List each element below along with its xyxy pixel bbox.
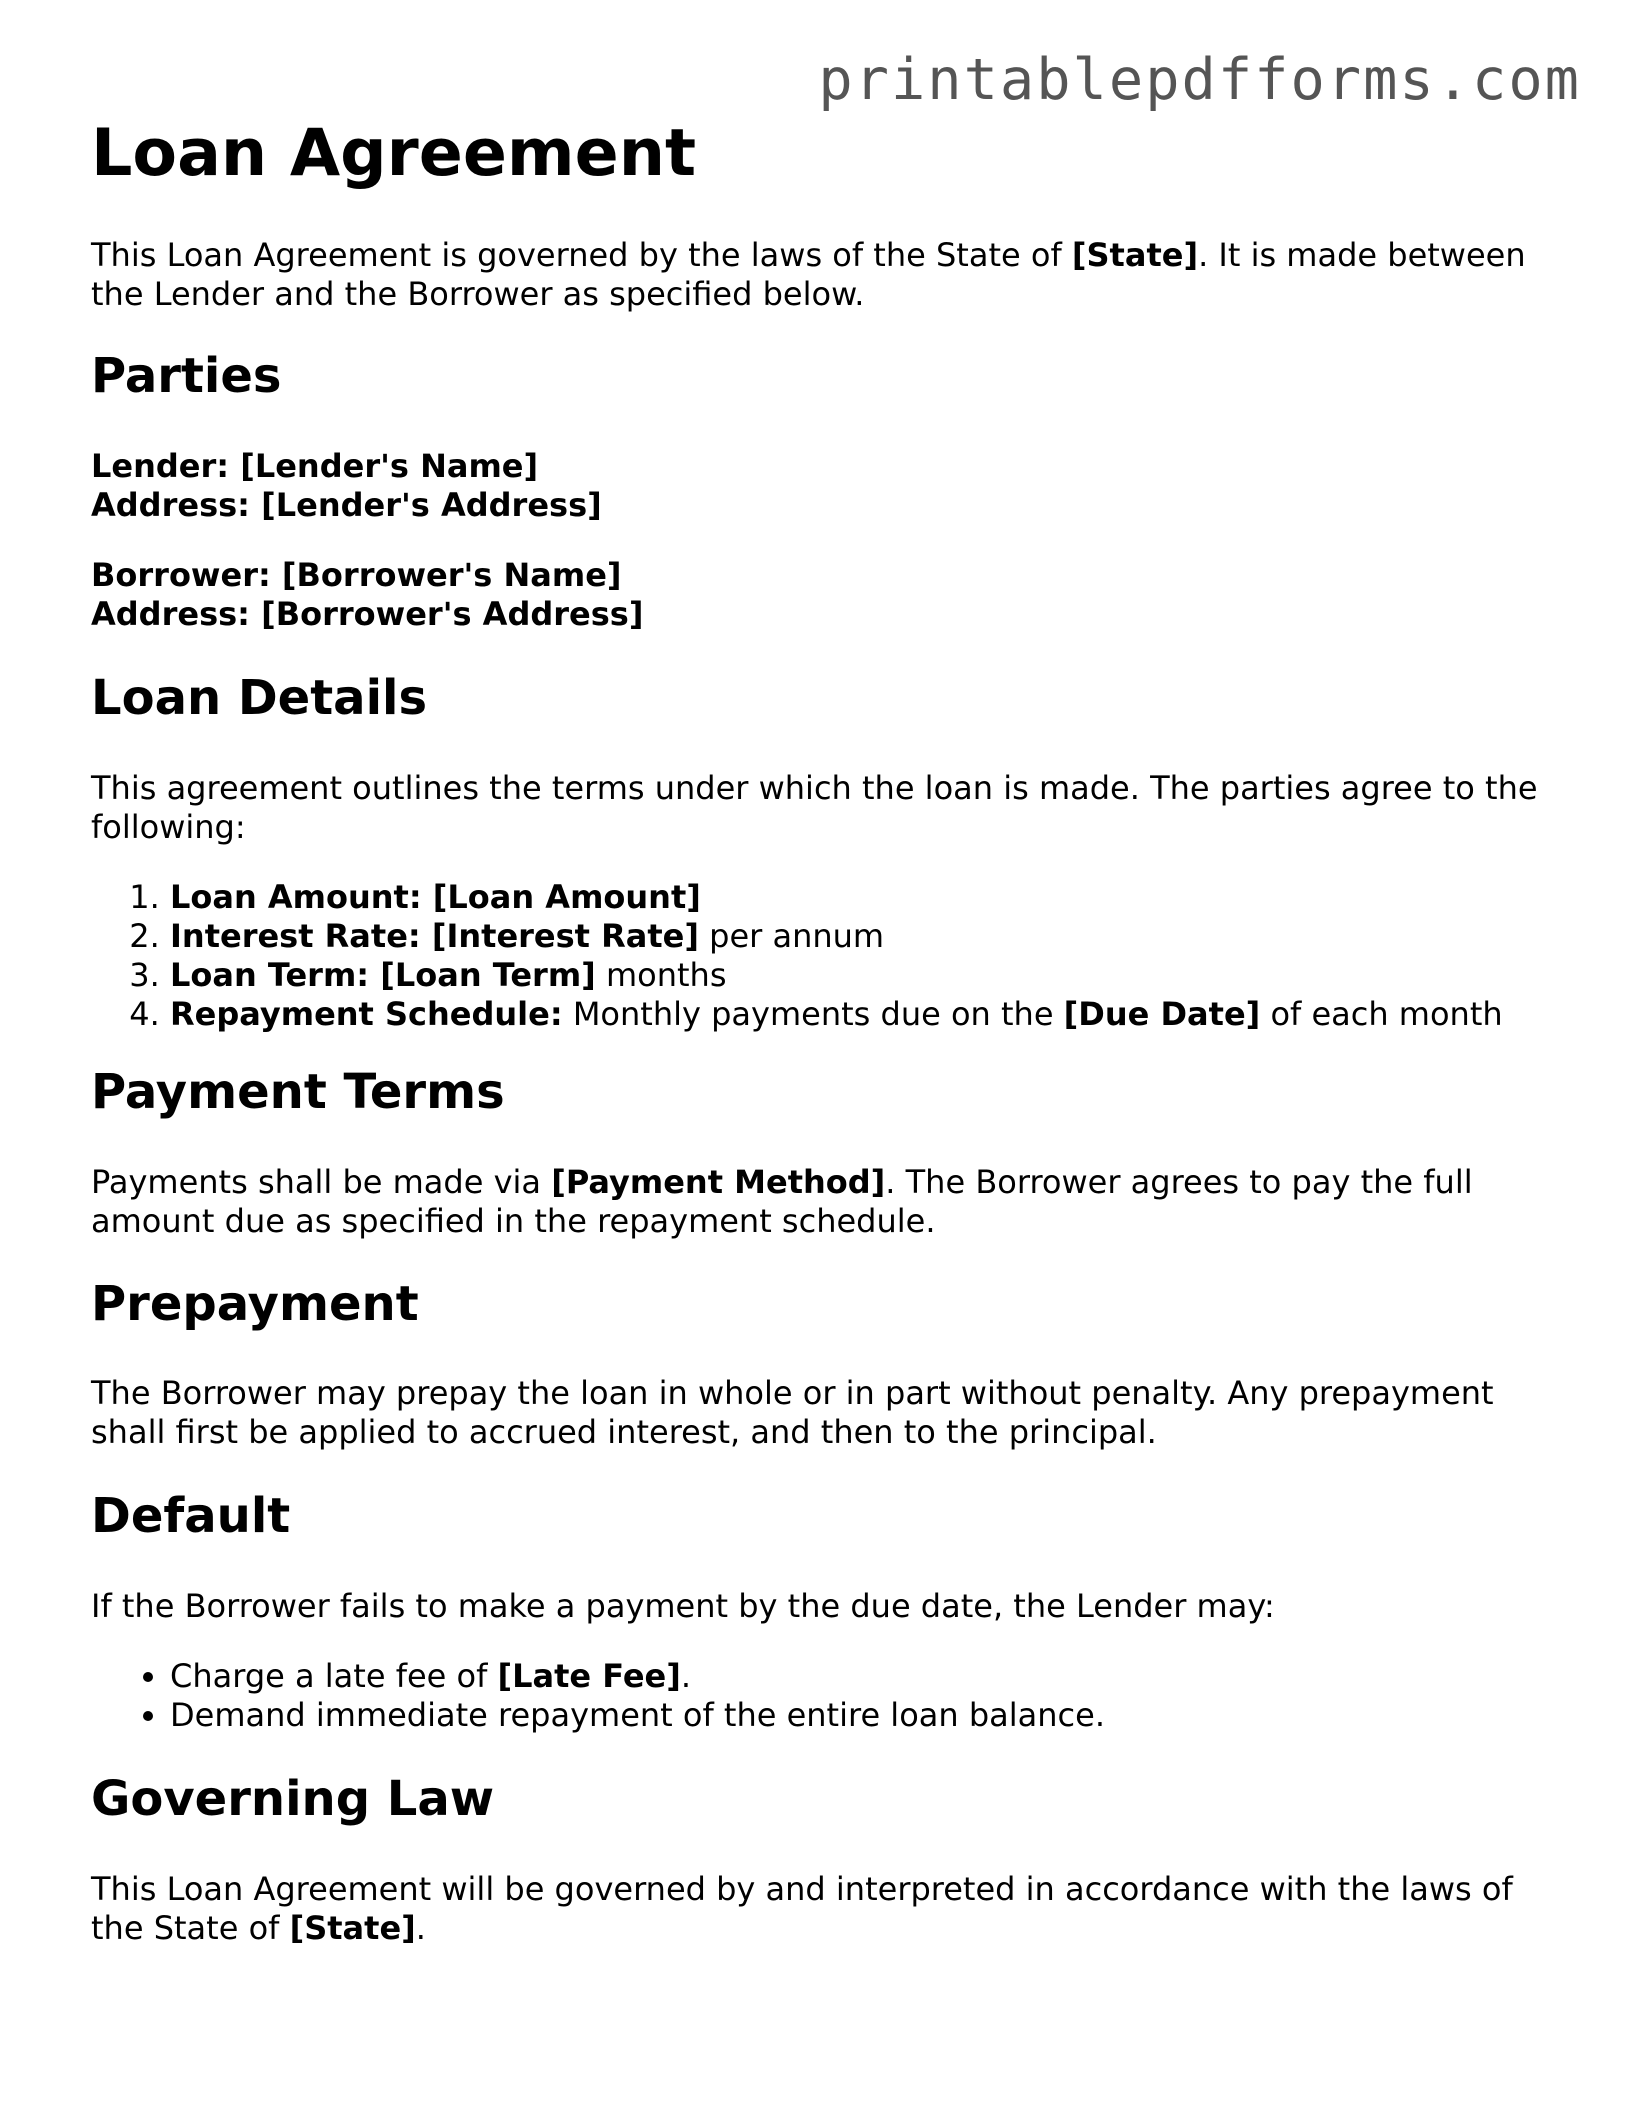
remedy-text: Demand immediate repayment of the entire loan balance. — [170, 1696, 1105, 1734]
governing-law-text-line2: the State of — [91, 1909, 290, 1947]
intro-paragraph — [91, 236, 1561, 314]
loan-details-heading: Loan Details — [91, 670, 428, 726]
intro-text: This Loan Agreement is governed by the laws of the State of — [91, 236, 1072, 274]
payment-terms-heading: Payment Terms — [91, 1064, 505, 1120]
term-label: Repayment Schedule: — [170, 995, 563, 1033]
payment-terms-text: Payments shall be made via — [91, 1163, 552, 1201]
intro-text-cont: . It is made between — [1198, 236, 1526, 274]
borrower-name: Borrower: [Borrower's Name] — [91, 556, 622, 594]
due-date-placeholder: [Due Date] — [1063, 995, 1261, 1033]
governing-state-placeholder: [State] — [289, 1909, 416, 1947]
term-text: per annum — [698, 917, 885, 955]
payment-terms-text-line2: amount due as specified in the repayment schedule. — [91, 1202, 936, 1240]
loan-details-paragraph — [91, 769, 1561, 847]
remedy-text-end: . — [680, 1657, 692, 1695]
lender-address: Address: [Lender's Address] — [91, 486, 602, 524]
list-item — [170, 995, 1503, 1034]
term-label: Loan Term: [Loan Term] — [170, 956, 596, 994]
default-remedies-list — [91, 1657, 1105, 1735]
governing-law-paragraph — [91, 1870, 1561, 1948]
prepayment-text: The Borrower may prepay the loan in whole or in part without penalty. Any prepayment — [91, 1374, 1494, 1412]
document-title: Loan Agreement — [91, 116, 697, 191]
intro-text-line2: the Lender and the Borrower as specified below. — [91, 275, 865, 313]
watermark-text: printablepdfforms.com — [818, 47, 1581, 113]
borrower-address: Address: [Borrower's Address] — [91, 595, 644, 633]
governing-law-heading: Governing Law — [91, 1771, 495, 1827]
list-item — [170, 1696, 1105, 1735]
term-text: months — [595, 956, 727, 994]
late-fee-placeholder: [Late Fee] — [497, 1657, 681, 1695]
remedy-text: Charge a late fee of — [170, 1657, 498, 1695]
default-heading: Default — [91, 1488, 291, 1544]
lender-block — [91, 447, 1561, 525]
intro-state-placeholder: [State] — [1071, 236, 1199, 274]
term-text: Monthly payments due on the — [562, 995, 1064, 1033]
loan-details-text: This agreement outlines the terms under which the loan is made. The parties agree to the — [91, 769, 1538, 807]
loan-details-text-line2: following: — [91, 808, 246, 846]
term-label: Loan Amount: [Loan Amount] — [170, 878, 701, 916]
payment-method-placeholder: [Payment Method] — [551, 1163, 886, 1201]
prepayment-text-line2: shall first be applied to accrued interest, and then to the principal. — [91, 1413, 1157, 1451]
governing-law-text: This Loan Agreement will be governed by and interpreted in accordance with the laws of — [91, 1870, 1513, 1908]
list-item — [170, 917, 1503, 956]
prepayment-paragraph — [91, 1374, 1561, 1452]
term-text-end: of each month — [1260, 995, 1503, 1033]
lender-name: Lender: [Lender's Name] — [91, 447, 539, 485]
list-item — [170, 878, 1503, 917]
payment-terms-paragraph — [91, 1163, 1561, 1241]
term-label: Interest Rate: [Interest Rate] — [170, 917, 699, 955]
payment-terms-text-cont: . The Borrower agrees to pay the full — [885, 1163, 1473, 1201]
parties-heading: Parties — [91, 348, 282, 404]
loan-terms-list — [91, 878, 1503, 1034]
borrower-block — [91, 556, 1561, 634]
default-intro: If the Borrower fails to make a payment by the due date, the Lender may: — [91, 1587, 1275, 1625]
list-item — [170, 1657, 1105, 1696]
prepayment-heading: Prepayment — [91, 1276, 419, 1332]
governing-law-text-end: . — [415, 1909, 426, 1947]
list-item — [170, 956, 1503, 995]
